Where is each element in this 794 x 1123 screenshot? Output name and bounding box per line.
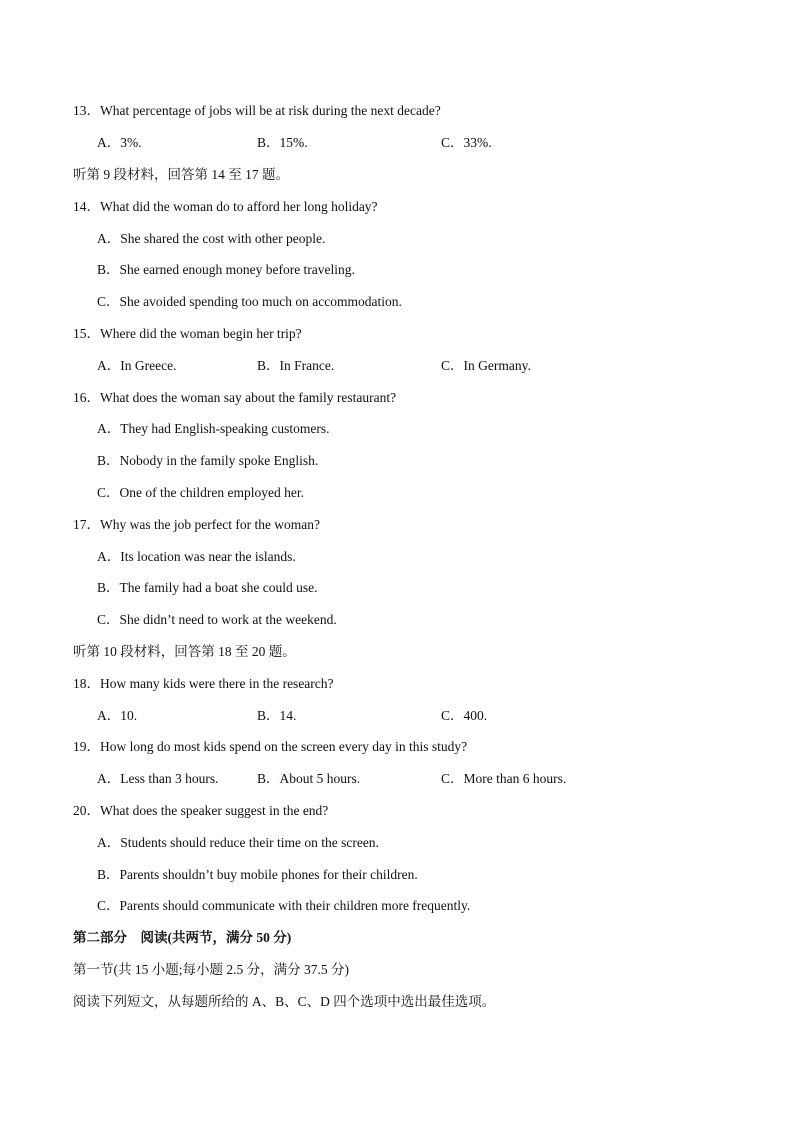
question-18-option-a: A．10.	[97, 708, 138, 723]
question-13-option-c: C．33%.	[441, 135, 492, 150]
question-17-option-b: B．The family had a boat she could use.	[97, 580, 318, 595]
section-9-instruction: 听第 9 段材料，回答第 14 至 17 题。	[73, 167, 289, 182]
question-17-stem: 17．Why was the job perfect for the woman?	[73, 517, 321, 532]
question-19-stem: 19．How long do most kids spend on the screen every day in this study?	[73, 739, 468, 754]
question-14-option-c: C．She avoided spending too much on accommodation.	[97, 294, 402, 309]
question-16-option-b: B．Nobody in the family spoke English.	[97, 453, 319, 468]
question-20-option-b: B．Parents shouldn’t buy mobile phones for their children.	[97, 867, 418, 882]
part-2-section-1-header: 第一节(共 15 小题;每小题 2.5 分，满分 37.5 分)	[73, 962, 349, 977]
question-16-option-c: C．One of the children employed her.	[97, 485, 304, 500]
question-17-option-a: A．Its location was near the islands.	[97, 549, 296, 564]
question-19-option-c: C．More than 6 hours.	[441, 771, 567, 786]
question-13-stem: 13．What percentage of jobs will be at risk during the next decade?	[73, 103, 441, 118]
part-2-title: 第二部分 阅读(共两节，满分 50 分)	[73, 930, 292, 945]
question-15-option-b: B．In France.	[257, 358, 335, 373]
question-15-stem: 15．Where did the woman begin her trip?	[73, 326, 302, 341]
question-19-option-a: A．Less than 3 hours.	[97, 771, 219, 786]
question-14-option-b: B．She earned enough money before traveling.	[97, 262, 355, 277]
question-19-option-b: B．About 5 hours.	[257, 771, 361, 786]
question-13-option-b: B．15%.	[257, 135, 308, 150]
section-10-instruction: 听第 10 段材料，回答第 18 至 20 题。	[73, 644, 296, 659]
question-15-option-c: C．In Germany.	[441, 358, 531, 373]
question-15-option-a: A．In Greece.	[97, 358, 177, 373]
question-18-stem: 18．How many kids were there in the research?	[73, 676, 334, 691]
question-13-option-a: A．3%.	[97, 135, 142, 150]
question-18-option-b: B．14.	[257, 708, 297, 723]
question-17-option-c: C．She didn’t need to work at the weekend.	[97, 612, 337, 627]
part-2-direction: 阅读下列短文，从每题所给的 A、B、C、D 四个选项中选出最佳选项。	[73, 994, 496, 1009]
question-20-option-a: A．Students should reduce their time on the screen.	[97, 835, 379, 850]
question-16-option-a: A．They had English-speaking customers.	[97, 421, 330, 436]
question-18-option-c: C．400.	[441, 708, 488, 723]
question-14-option-a: A．She shared the cost with other people.	[97, 231, 326, 246]
question-14-stem: 14．What did the woman do to afford her long holiday?	[73, 199, 378, 214]
question-20-stem: 20．What does the speaker suggest in the end?	[73, 803, 329, 818]
question-20-option-c: C．Parents should communicate with their children more frequently.	[97, 898, 471, 913]
question-16-stem: 16．What does the woman say about the family restaurant?	[73, 390, 397, 405]
